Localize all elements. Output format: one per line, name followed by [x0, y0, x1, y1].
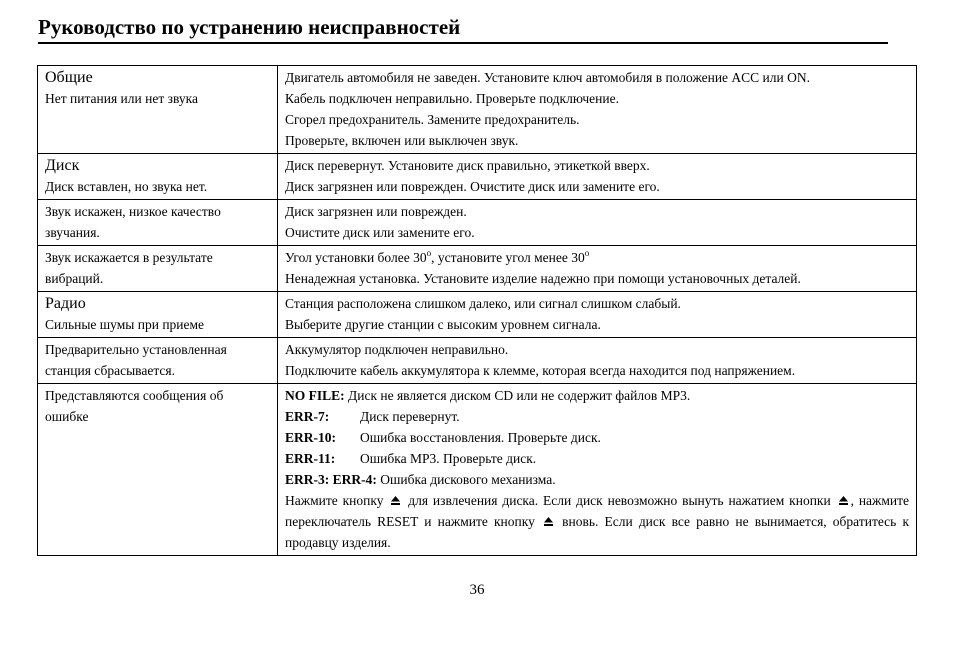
troubleshooting-table — [37, 65, 917, 556]
error-code: ERR-7: — [285, 409, 330, 424]
error-code: ERR-3: ERR-4: — [285, 472, 377, 487]
error-code: ERR-10: — [285, 430, 336, 445]
angle-text: , установите угол менее 30 — [431, 250, 585, 265]
degree-mark: о — [426, 248, 432, 258]
symptom-text: Нет питания или нет звука — [45, 91, 198, 106]
problem-cell — [38, 292, 278, 338]
solution-line: Ненадежная установка. Установите изделие надежно при помощи установочных деталей. — [285, 271, 801, 286]
solution-line: Подключите кабель аккумулятора к клемме, которая всегда находится под напряжением. — [285, 363, 796, 378]
solution-cell — [278, 154, 917, 200]
eject-icon — [390, 495, 401, 506]
problem-cell — [38, 338, 278, 384]
solution-line: Аккумулятор подключен неправильно. — [285, 342, 509, 357]
eject-icon — [543, 516, 554, 527]
solution-line: Диск перевернут. Установите диск правильно, этикеткой вверх. — [285, 158, 650, 173]
table-row-distortion — [38, 200, 917, 246]
table-row-vibration — [38, 246, 917, 292]
table-row-disc — [38, 154, 917, 200]
problem-cell — [38, 246, 278, 292]
note-text: для извлечения диска. Если диск невозможно вынуть нажатием кнопки — [408, 493, 831, 508]
angle-text: Угол установки более 30 — [285, 250, 427, 265]
solution-line: Диск загрязнен или поврежден. — [285, 204, 467, 219]
solution-line: Сгорел предохранитель. Замените предохранитель. — [285, 112, 580, 127]
error-description: Диск перевернут. — [360, 409, 460, 424]
solution-line: Выберите другие станции с высоким уровнем сигнала. — [285, 317, 601, 332]
solution-line: Двигатель автомобиля не заведен. Установите ключ автомобиля в положение ACC или ON. — [285, 70, 810, 85]
problem-cell — [38, 384, 278, 556]
table-row-radio — [38, 292, 917, 338]
symptom-text: Звук искажается в результате вибраций. — [45, 250, 213, 286]
table-row-preset — [38, 338, 917, 384]
symptom-text: Представляются сообщения об ошибке — [45, 388, 224, 424]
page-number: 36 — [469, 582, 485, 598]
category-heading: Общие — [45, 69, 93, 86]
error-description: Диск не является диском CD или не содержит файлов MP3. — [344, 388, 691, 403]
error-line — [285, 427, 909, 448]
note-text: Нажмите кнопку — [285, 493, 384, 508]
symptom-text: Звук искажен, низкое качество звучания. — [45, 204, 221, 240]
error-description: Ошибка дискового механизма. — [376, 472, 556, 487]
symptom-text: Диск вставлен, но звука нет. — [45, 179, 208, 194]
eject-icon — [838, 495, 849, 506]
solution-line: Кабель подключен неправильно. Проверьте подключение. — [285, 91, 619, 106]
page-title: Руководство по устранению неисправностей — [38, 14, 888, 44]
problem-cell — [38, 200, 278, 246]
solution-cell — [278, 246, 917, 292]
solution-cell — [278, 66, 917, 154]
error-code: NO FILE: — [285, 388, 345, 403]
solution-line: Диск загрязнен или поврежден. Очистите диск или замените его. — [285, 179, 660, 194]
error-description: Ошибка восстановления. Проверьте диск. — [360, 430, 601, 445]
problem-cell — [38, 66, 278, 154]
solution-cell — [278, 200, 917, 246]
category-heading: Радио — [45, 295, 86, 312]
degree-mark: о — [584, 248, 590, 258]
table-row-errors — [38, 384, 917, 556]
table-row-general — [38, 66, 917, 154]
error-line — [285, 385, 909, 406]
error-description: Ошибка MP3. Проверьте диск. — [360, 451, 537, 466]
category-heading: Диск — [45, 157, 80, 174]
solution-cell — [278, 384, 917, 556]
error-line — [285, 448, 909, 469]
symptom-text: Сильные шумы при приеме — [45, 317, 205, 332]
problem-cell — [38, 154, 278, 200]
error-line — [285, 469, 909, 490]
solution-line: Станция расположена слишком далеко, или сигнал слишком слабый. — [285, 296, 681, 311]
solution-line: Проверьте, включен или выключен звук. — [285, 133, 519, 148]
error-line — [285, 406, 909, 427]
solution-line: Очистите диск или замените его. — [285, 225, 475, 240]
note-text: вновь. Если диск все равно не вынимается, обратитесь к продавцу изделия. — [285, 514, 909, 550]
solution-cell — [278, 338, 917, 384]
symptom-text: Предварительно установленная станция сбрасывается. — [45, 342, 227, 378]
solution-line — [285, 247, 909, 268]
note-text: , нажмите переключатель RESET и нажмите кнопку — [285, 493, 910, 529]
solution-cell — [278, 292, 917, 338]
eject-instruction — [285, 490, 909, 553]
error-code: ERR-11: — [285, 451, 336, 466]
